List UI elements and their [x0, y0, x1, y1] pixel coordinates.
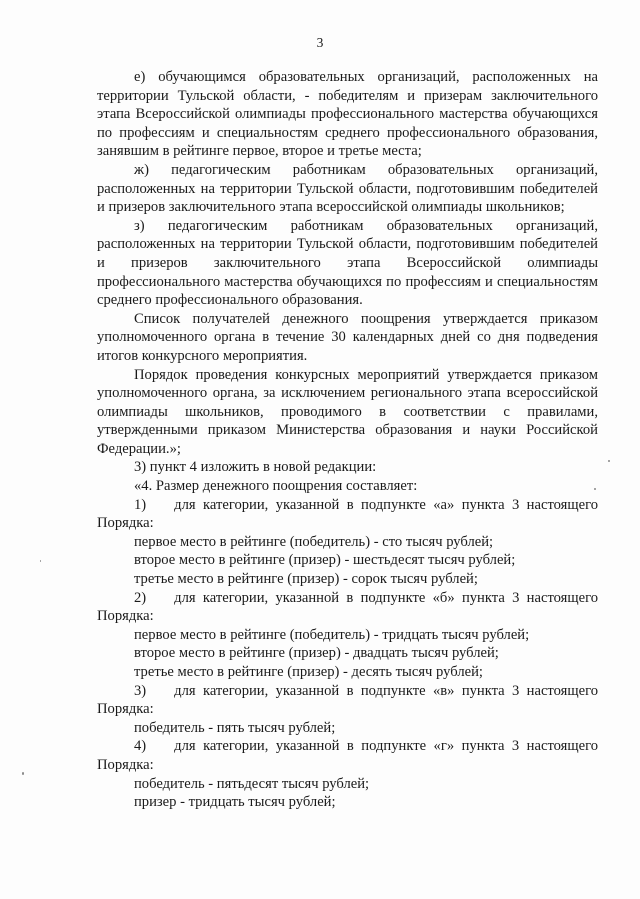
scan-speck	[40, 560, 41, 562]
award-line: третье место в рейтинге (призер) - десять тысяч рублей;	[134, 664, 483, 680]
category-number: 4)	[134, 738, 147, 755]
scan-speck	[22, 772, 24, 775]
category-line	[97, 589, 598, 608]
category-text: для категории, указанной в подпункте «а» пункта 3 настоящего	[174, 496, 598, 513]
category-text: для категории, указанной в подпункте «б» пункта 3 настоящего	[174, 589, 598, 606]
category-block-3	[97, 682, 598, 738]
paragraph-zh: ж) педагогическим работникам образовательных организаций, расположенных на территории Тульской области, подготовившим победителей и призеров заключительного этапа всероссийской олимпиады школьников;	[97, 161, 598, 216]
category-line	[97, 682, 598, 701]
category-line	[97, 737, 598, 756]
category-block-1	[97, 496, 598, 589]
category-text: для категории, указанной в подпункте «в» пункта 3 настоящего	[174, 682, 598, 699]
scan-speck	[608, 460, 610, 462]
category-tail: Порядка:	[97, 701, 154, 718]
category-text: для категории, указанной в подпункте «г» пункта 3 настоящего	[174, 738, 598, 755]
category-block-4	[97, 737, 598, 811]
award-line: победитель - пятьдесят тысяч рублей;	[134, 775, 370, 792]
award-line: призер - тридцать тысяч рублей;	[134, 794, 336, 811]
award-line: победитель - пять тысяч рублей;	[134, 719, 336, 736]
award-line: первое место в рейтинге (победитель) - тридцать тысяч рублей;	[134, 626, 530, 643]
category-block-2	[97, 589, 598, 682]
scan-speck	[594, 488, 596, 490]
award-line: первое место в рейтинге (победитель) - сто тысяч рублей;	[134, 533, 494, 550]
page-number: 3	[316, 35, 324, 50]
category-tail: Порядка:	[97, 515, 154, 532]
category-number: 1)	[134, 496, 147, 513]
category-number: 3)	[134, 682, 147, 699]
award-line: второе место в рейтинге (призер) - шестьдесят тысяч рублей;	[134, 552, 516, 569]
category-number: 2)	[134, 589, 147, 606]
paragraph-point3: 3) пункт 4 изложить в новой редакции:	[134, 459, 377, 476]
paragraph-point4-intro: «4. Размер денежного поощрения составляет:	[134, 478, 418, 495]
award-line: третье место в рейтинге (призер) - сорок тысяч рублей;	[134, 571, 478, 588]
category-tail: Порядка:	[97, 756, 154, 773]
paragraph-list-approval: Список получателей денежного поощрения утверждается приказом уполномоченного органа в течение 30 календарных дней со дня подведения итогов конкурсного мероприятия.	[97, 310, 598, 364]
paragraph-z: з) педагогическим работникам образовательных организаций, расположенных на территории Тульской области, подготовившим победителей и призеров заключительного этапа Всероссийской олимпиады профессионального мастерства обучающихся по профессиям и специальностям среднего профессионального образования.	[97, 217, 598, 309]
document-body	[97, 68, 598, 812]
paragraph-procedure: Порядок проведения конкурсных мероприятий утверждается приказом уполномоченного органа, за исключением регионального этапа всероссийской олимпиады школьников, проводимого в соответствии с правилами, утвержденными приказом Министерства образования и науки Российской Федерации.»;	[97, 366, 598, 457]
category-line	[97, 496, 598, 515]
award-line: второе место в рейтинге (призер) - двадцать тысяч рублей;	[134, 645, 499, 662]
paragraph-e: е) обучающимся образовательных организаций, расположенных на территории Тульской области, - победителям и призерам заключительного этапа Всероссийской олимпиады профессионального мастерства обучающихся по профессиям и специальностям среднего профессионального образования, занявшим в рейтинге первое, второе и третье места;	[97, 69, 598, 160]
category-tail: Порядка:	[97, 608, 154, 625]
